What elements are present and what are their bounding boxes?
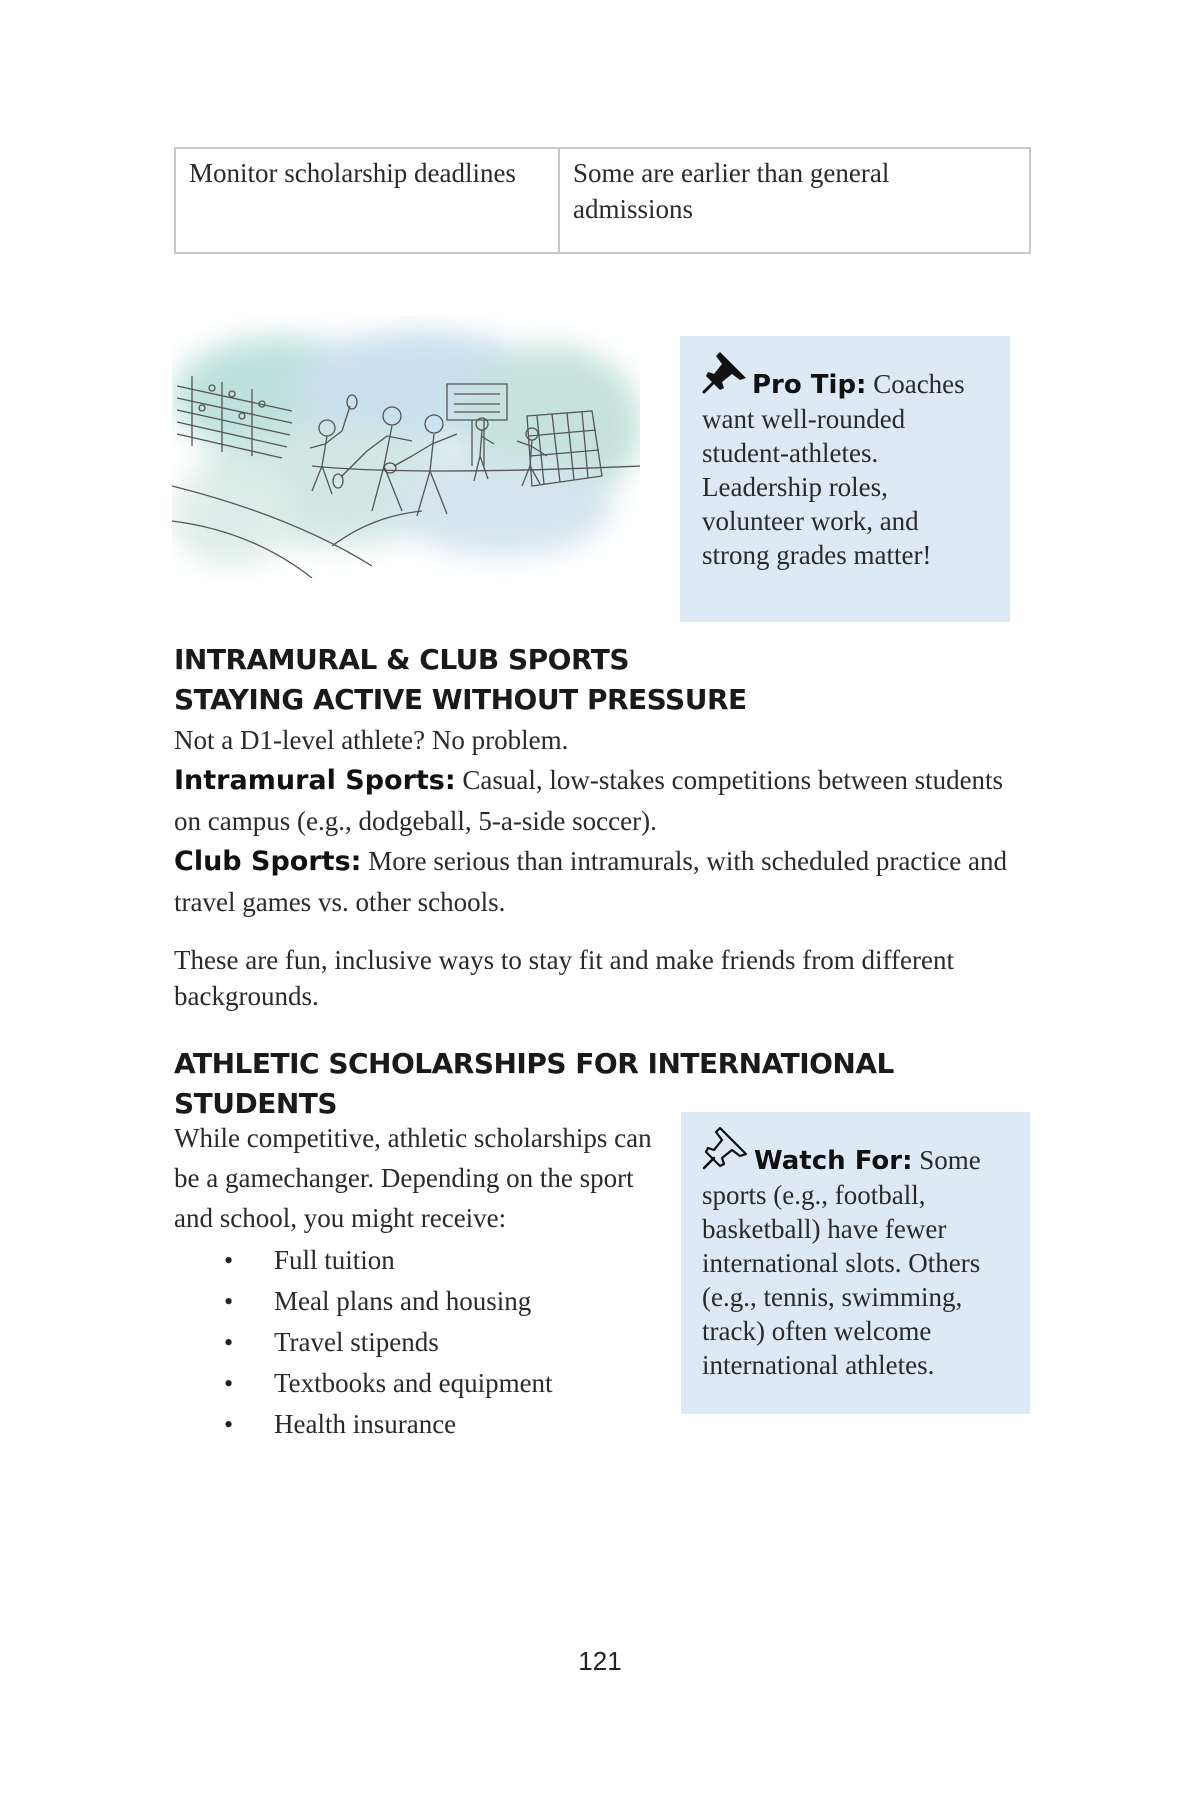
scholarship-benefits-list	[174, 1240, 654, 1445]
section-subtitle: STAYING ACTIVE WITHOUT PRESSURE	[174, 683, 747, 716]
deadline-table	[174, 147, 1031, 254]
table-cell: Monitor scholarship deadlines	[176, 149, 560, 252]
list-item: • Full tuition	[174, 1240, 654, 1281]
page-number: 121	[578, 1646, 622, 1676]
list-item: • Travel stipends	[174, 1322, 654, 1363]
intramural-paragraph	[174, 760, 1034, 841]
scholarship-intro: While competitive, athletic scholarships can be a gamechanger. Depending on the sport and school, you might receive:	[174, 1123, 652, 1233]
section-heading	[174, 640, 747, 720]
pushpin-icon	[702, 348, 750, 402]
club-paragraph	[174, 841, 1034, 922]
watch-for-text: Some sports (e.g., football, basketball) have fewer international slots. Others (e.g., tennis, swimming, track) often welcome international athletes.	[702, 1145, 981, 1380]
intro-text: Not a D1-level athlete? No problem.	[174, 725, 569, 755]
list-item: • Health insurance	[174, 1404, 654, 1445]
table-cell: Some are earlier than general admissions	[573, 158, 890, 224]
club-label: Club Sports:	[174, 846, 362, 877]
pushpin-outline-icon	[702, 1124, 752, 1178]
lacrosse-illustration	[172, 316, 640, 578]
pro-tip-text: Coaches want well-rounded student-athletes. Leadership roles, volunteer work, and strong grades matter!	[702, 369, 965, 570]
scholarship-heading: ATHLETIC SCHOLARSHIPS FOR INTERNATIONAL STUDENTS	[174, 1047, 894, 1120]
pro-tip-box	[680, 336, 1010, 622]
watch-for-box	[681, 1112, 1030, 1414]
section-title: INTRAMURAL & CLUB SPORTS	[174, 643, 630, 676]
club-text: More serious than intramurals, with scheduled practice and travel games vs. other schools.	[174, 846, 1007, 917]
intramural-text: Casual, low-stakes competitions between students on campus (e.g., dodgeball, 5-a-side soccer).	[174, 765, 1004, 836]
list-item: • Textbooks and equipment	[174, 1363, 654, 1404]
section-body	[174, 720, 1034, 922]
list-item: • Meal plans and housing	[174, 1281, 654, 1322]
watch-for-label: Watch For:	[754, 1146, 913, 1176]
intramural-label: Intramural Sports:	[174, 765, 456, 796]
pro-tip-label: Pro Tip:	[752, 370, 867, 400]
closing-paragraph: These are fun, inclusive ways to stay fit and make friends from different backgrounds.	[174, 945, 954, 1011]
